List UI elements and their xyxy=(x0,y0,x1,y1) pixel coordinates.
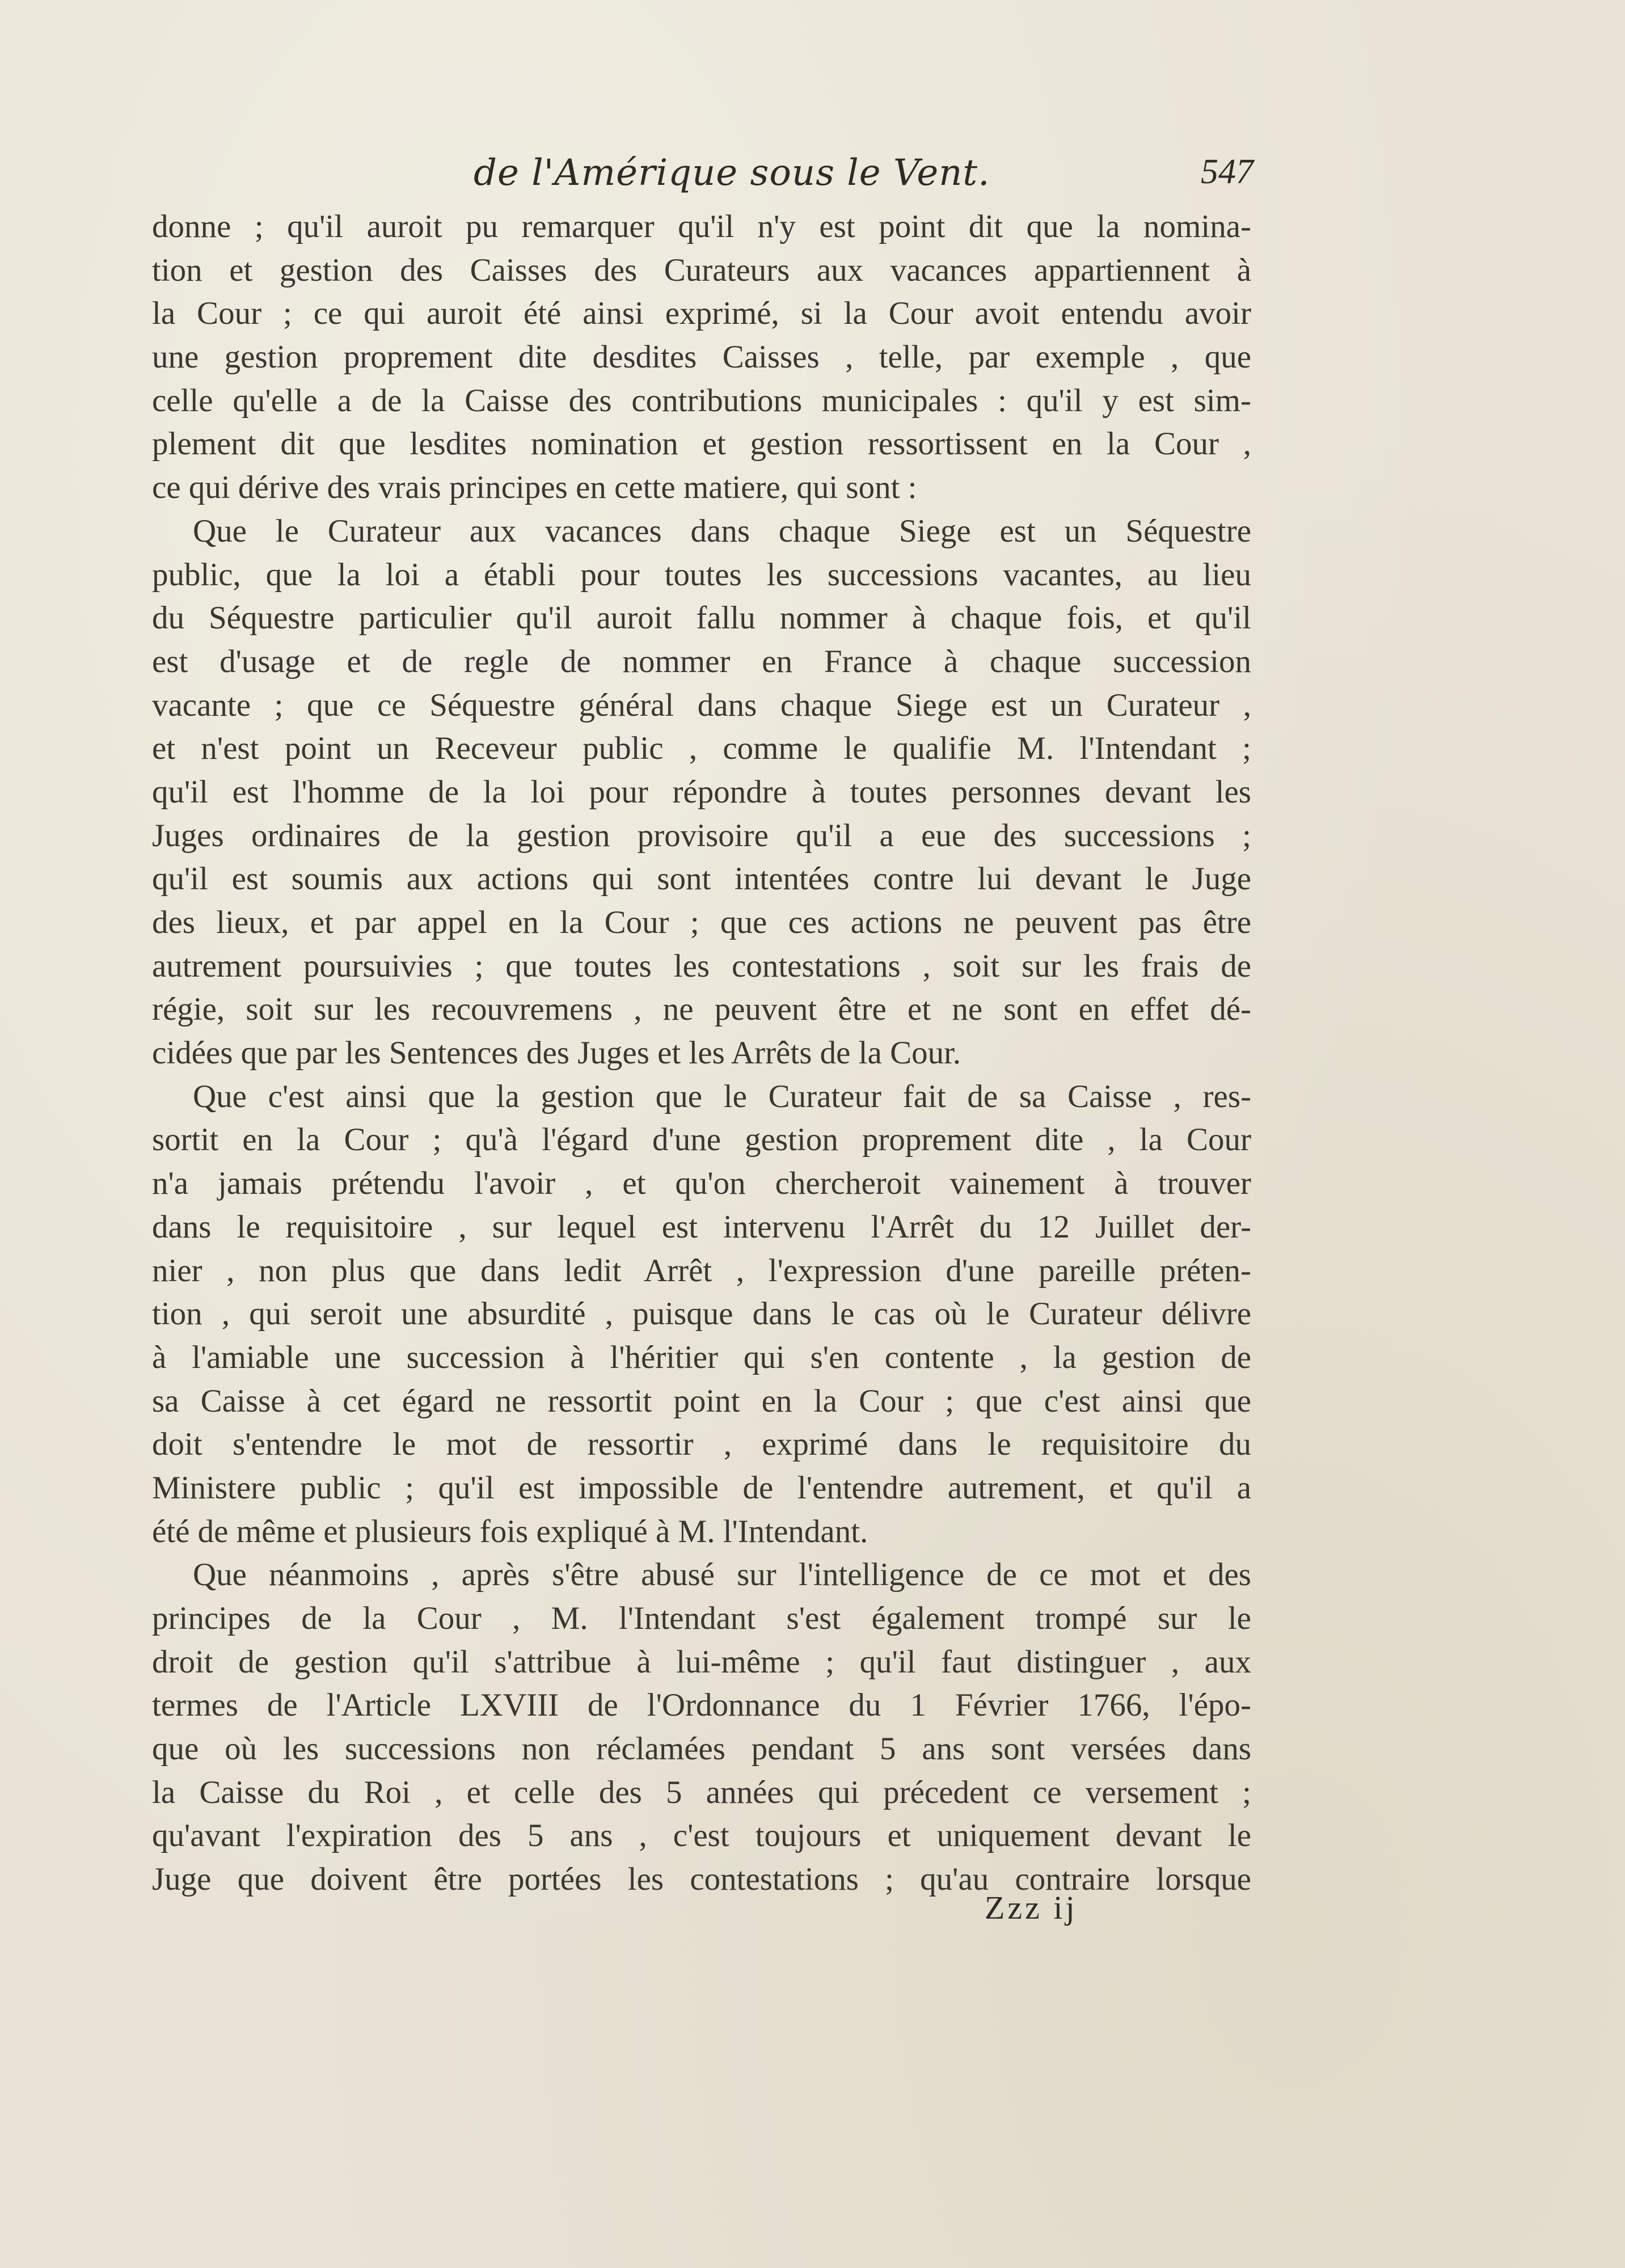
text-line: dans le requisitoire , sur lequel est intervenu l'Arrêt du 12 Juillet der- xyxy=(152,1209,1251,1245)
page-number: 547 xyxy=(1201,153,1253,191)
paragraph-start-line: Que le Curateur aux vacances dans chaque Siege est un Séquestre xyxy=(193,513,1251,549)
text-line: sa Caisse à cet égard ne ressortit point en la Cour ; que c'est ainsi que xyxy=(152,1383,1251,1419)
paragraph-start-line: Que néanmoins , après s'être abusé sur l'intelligence de ce mot et des xyxy=(193,1557,1251,1593)
text-line: la Cour ; ce qui auroit été ainsi exprimé, si la Cour avoit entendu avoir xyxy=(152,295,1251,332)
body-text xyxy=(152,205,1251,1902)
text-line: Juges ordinaires de la gestion provisoire qu'il a eue des successions ; xyxy=(152,817,1251,854)
text-line: tion , qui seroit une absurdité , puisque dans le cas où le Curateur délivre xyxy=(152,1296,1251,1332)
text-line: des lieux, et par appel en la Cour ; que ces actions ne peuvent pas être xyxy=(152,905,1251,940)
text-line: et n'est point un Receveur public , comme le qualifie M. l'Intendant ; xyxy=(152,730,1251,767)
text-line: qu'avant l'expiration des 5 ans , c'est toujours et uniquement devant le xyxy=(152,1818,1251,1854)
text-line: ce qui dérive des vrais principes en cette matiere, qui sont : xyxy=(152,470,917,506)
text-line: n'a jamais prétendu l'avoir , et qu'on chercheroit vainement à trouver xyxy=(152,1165,1251,1202)
signature-mark: Zzz ij xyxy=(985,1889,1078,1926)
text-line: Juge que doivent être portées les contestations ; qu'au contraire lorsque xyxy=(152,1861,1251,1898)
text-line: la Caisse du Roi , et celle des 5 années qui précedent ce versement ; xyxy=(152,1774,1251,1810)
page-header xyxy=(153,152,1253,203)
text-line: qu'il est soumis aux actions qui sont intentées contre lui devant le Juge xyxy=(152,861,1251,897)
text-line: été de même et plusieurs fois expliqué à M. l'Intendant. xyxy=(152,1513,868,1549)
text-line: autrement poursuivies ; que toutes les contestations , soit sur les frais de xyxy=(152,948,1251,984)
text-line: à l'amiable une succession à l'héritier qui s'en contente , la gestion de xyxy=(152,1339,1251,1375)
text-line: droit de gestion qu'il s'attribue à lui-même ; qu'il faut distinguer , aux xyxy=(152,1644,1251,1680)
text-line: public, que la loi a établi pour toutes les successions vacantes, au lieu xyxy=(152,556,1251,593)
paragraph-start-line: Que c'est ainsi que la gestion que le Curateur fait de sa Caisse , res- xyxy=(193,1078,1251,1114)
text-line: cidées que par les Sentences des Juges et les Arrêts de la Cour. xyxy=(152,1035,961,1071)
text-line: tion et gestion des Caisses des Curateurs aux vacances appartiennent à xyxy=(152,252,1251,288)
text-line: une gestion proprement dite desdites Caisses , telle, par exemple , que xyxy=(152,339,1251,375)
text-line: celle qu'elle a de la Caisse des contributions municipales : qu'il y est sim- xyxy=(152,382,1251,419)
text-line: nier , non plus que dans ledit Arrêt , l'expression d'une pareille préten- xyxy=(152,1252,1251,1289)
text-line: doit s'entendre le mot de ressortir , exprimé dans le requisitoire du xyxy=(152,1426,1251,1463)
text-line: régie, soit sur les recouvremens , ne peuvent être et ne sont en effet dé- xyxy=(152,991,1251,1028)
text-line: plement dit que lesdites nomination et gestion ressortissent en la Cour , xyxy=(152,426,1251,462)
text-line: que où les successions non réclamées pendant 5 ans sont versées dans xyxy=(152,1731,1251,1767)
text-line: sortit en la Cour ; qu'à l'égard d'une gestion proprement dite , la Cour xyxy=(152,1122,1251,1158)
text-line: est d'usage et de regle de nommer en France à chaque succession xyxy=(152,643,1251,679)
text-line: Ministere public ; qu'il est impossible de l'entendre autrement, et qu'il a xyxy=(152,1469,1251,1506)
running-title: de l'Amérique sous le Vent. xyxy=(474,152,990,194)
text-line: qu'il est l'homme de la loi pour répondre à toutes personnes devant les xyxy=(152,774,1251,810)
text-line: termes de l'Article LXVIII de l'Ordonnance du 1 Février 1766, l'épo- xyxy=(152,1687,1251,1724)
text-line: principes de la Cour , M. l'Intendant s'est également trompé sur le xyxy=(152,1600,1251,1636)
text-line: du Séquestre particulier qu'il auroit fallu nommer à chaque fois, et qu'il xyxy=(152,600,1251,636)
text-line: donne ; qu'il auroit pu remarquer qu'il n'y est point dit que la nomina- xyxy=(152,209,1251,244)
text-line: vacante ; que ce Séquestre général dans chaque Siege est un Curateur , xyxy=(152,687,1251,723)
